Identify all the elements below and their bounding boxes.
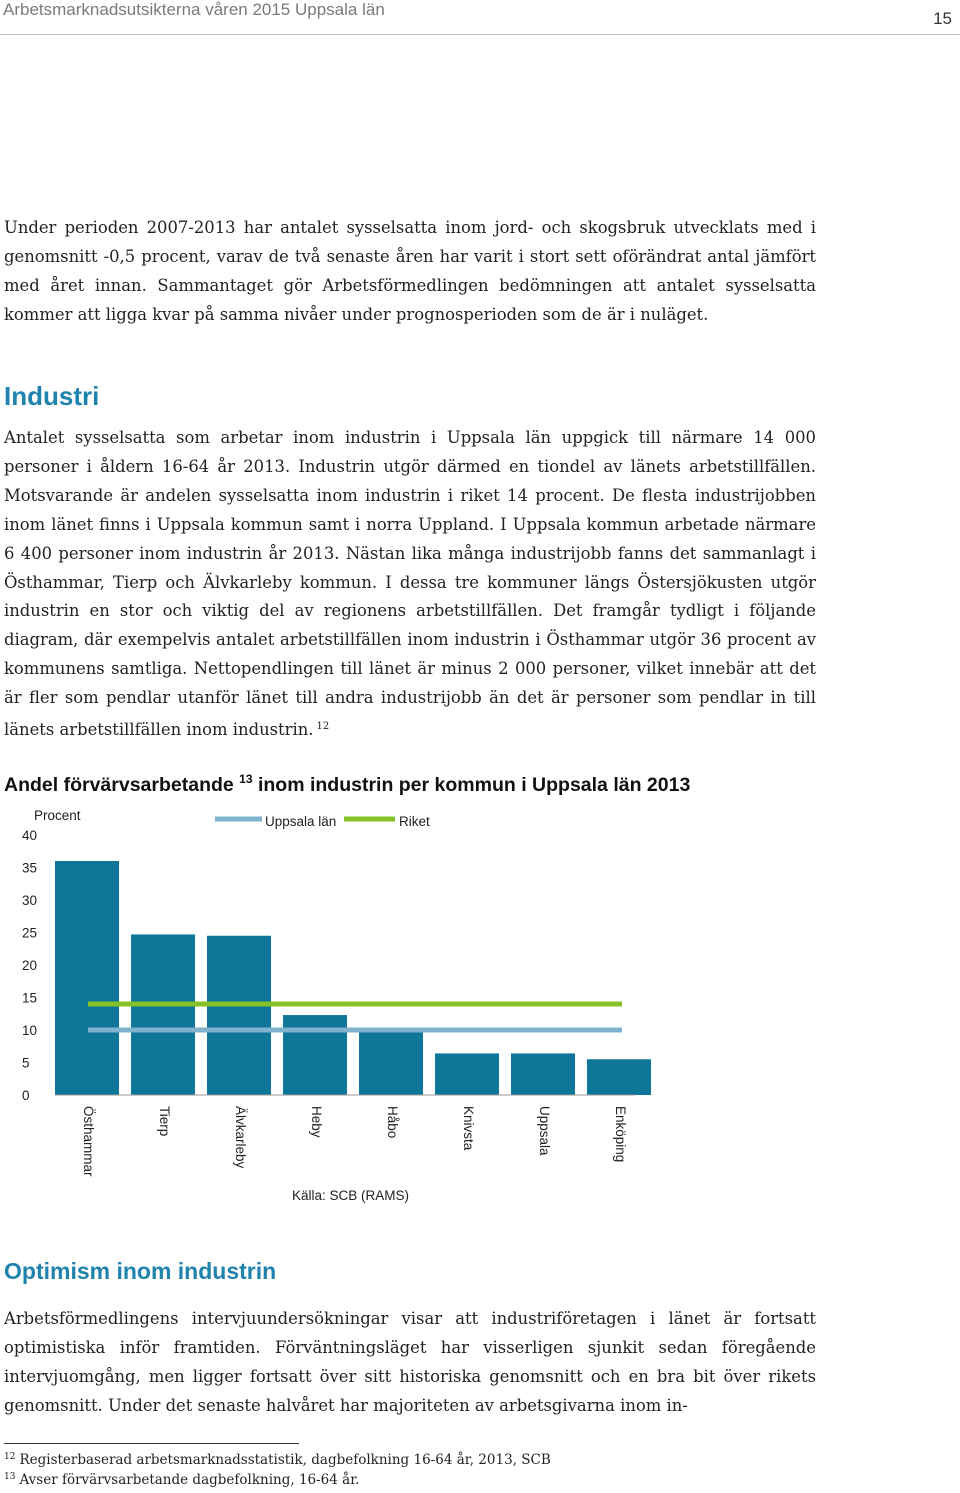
- legend-label-1: Riket: [399, 814, 430, 829]
- chart-title-after: inom industrin per kommun i Uppsala län 2013: [257, 774, 691, 796]
- x-tick-label: Älvkarleby: [233, 1106, 248, 1169]
- y-tick-label: 5: [22, 1055, 30, 1071]
- running-header: [0, 0, 960, 35]
- bar-0: [55, 861, 119, 1095]
- running-title: Arbetsmarknadsutsikterna våren 2015 Uppsala län: [3, 0, 385, 19]
- footnote-12: [4, 1452, 551, 1468]
- y-tick-label: 25: [22, 925, 38, 941]
- x-tick-label: Håbo: [385, 1106, 400, 1139]
- chart-title: [4, 772, 690, 797]
- y-tick-label: 35: [22, 860, 38, 876]
- footnote-ref-12: 12: [316, 721, 330, 733]
- optimism-paragraph: Arbetsförmedlingens intervjuundersökningar visar att industriföretagen i länet är fortsatt optimistiska inför framtiden. Förväntningsläget har visserligen sjunkit sedan föregående intervjuomgång, men ligger fortsatt över sitt historiska genomsnitt och en bra bit över rikets genomsnitt. Under det senaste halvåret har majoriteten av arbetsgivarna inom in-: [4, 1309, 816, 1415]
- page-number: 15: [933, 9, 952, 28]
- bar-6: [511, 1053, 575, 1095]
- y-tick-label: 0: [22, 1088, 30, 1103]
- industry-share-chart: [0, 800, 960, 1220]
- intro-paragraph: Under perioden 2007-2013 har antalet sysselsatta inom jord- och skogsbruk utvecklats med i genomsnitt -0,5 procent, varav de två senaste åren har varit i stort sett oförändrat antal jämfört med året innan. Sammantaget gör Arbetsförmedlingen bedömningen att antalet sysselsatta kommer att ligga kvar på samma nivåer under prognosperioden som de är i nuläget.: [4, 218, 816, 324]
- y-axis-label: Procent: [34, 808, 81, 823]
- x-tick-label: Uppsala: [537, 1106, 552, 1156]
- footnote-13: [4, 1472, 359, 1488]
- bar-4: [359, 1030, 423, 1095]
- bar-5: [435, 1053, 499, 1095]
- chart-legend: [215, 814, 430, 829]
- x-tick-label: Knivsta: [461, 1106, 476, 1151]
- footnote-text: Registerbaserad arbetsmarknadsstatistik, dagbefolkning 16-64 år, 2013, SCB: [19, 1452, 551, 1468]
- x-tick-label: Östhammar: [81, 1106, 96, 1177]
- bar-2: [207, 936, 271, 1095]
- x-tick-label: Enköping: [613, 1106, 628, 1163]
- x-tick-label: Tierp: [157, 1106, 172, 1137]
- footnote-separator: [4, 1443, 299, 1444]
- chart-source: Källa: SCB (RAMS): [292, 1188, 410, 1203]
- y-tick-label: 30: [22, 893, 38, 908]
- y-tick-label: 40: [22, 828, 38, 843]
- y-tick-label: 10: [22, 1023, 38, 1038]
- section-heading-optimism: Optimism inom industrin: [4, 1258, 277, 1284]
- y-tick-label: 20: [22, 958, 38, 973]
- footnote-number: 12: [4, 1452, 16, 1462]
- bar-1: [131, 934, 195, 1095]
- industri-paragraph-text: Antalet sysselsatta som arbetar inom industrin i Uppsala län uppgick till närmare 14 000 personer i åldern 16-64 år 2013. Industrin utgör därmed en tiondel av länets arbetstillfällen. Motsvarande är andelen sysselsatta inom industrin i riket 14 procent. De flesta industrijobben inom länet finns i Uppsala kommun samt i norra Uppland. I Uppsala kommun arbetade närmare 6 400 personer inom industrin år 2013. Nästan lika många industrijobb fanns det sammanlagt i Östhammar, Tierp och Älvkarleby kommun. I dessa tre kommuner längs Östersjökusten utgör industrin en stor och viktig del av regionens arbetstillfällen. Det framgår tydligt i följande diagram, där exempelvis antalet arbetstillfällen inom industrin i Östhammar utgör 36 procent av kommunens samtliga. Nettopendlingen till länet är minus 2 000 personer, vilket innebär att det är fler som pendlar utanför länet till andra industrijobb än det är personer som pendlar in till länets arbetstillfällen inom industrin.: [4, 428, 816, 740]
- footnote-number: 13: [4, 1472, 16, 1482]
- bars: [55, 861, 651, 1095]
- section-heading-industri: Industri: [4, 381, 100, 411]
- chart-title-before: Andel förvärvsarbetande: [4, 774, 234, 796]
- legend-label-0: Uppsala län: [265, 814, 337, 829]
- industri-paragraph: [4, 424, 816, 745]
- chart-title-footnote-ref: 13: [239, 772, 253, 786]
- y-axis-ticks: [22, 828, 37, 1103]
- footnote-text: Avser förvärvsarbetande dagbefolkning, 16-64 år.: [19, 1472, 360, 1488]
- y-tick-label: 15: [22, 990, 38, 1006]
- x-axis-labels: [81, 1106, 628, 1177]
- bar-3: [283, 1015, 347, 1095]
- bar-7: [587, 1059, 651, 1095]
- x-tick-label: Heby: [309, 1106, 324, 1138]
